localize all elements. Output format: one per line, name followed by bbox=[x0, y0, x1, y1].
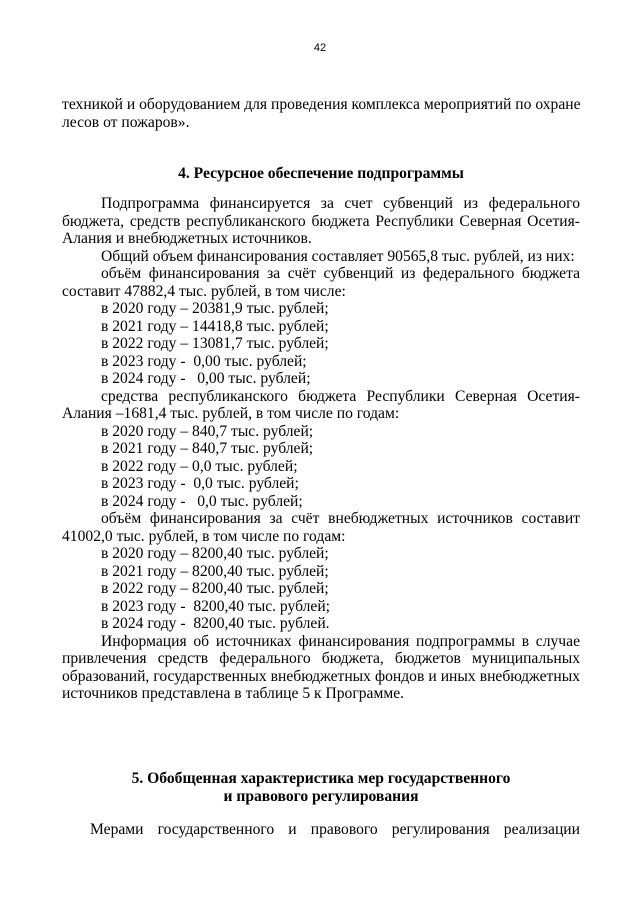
year-line: в 2024 году - 8200,40 тыс. рублей. bbox=[101, 615, 330, 632]
year-line: в 2023 году - 0,0 тыс. рублей; bbox=[101, 475, 299, 492]
text-line: техникой и оборудованием для проведения комплекса мероприятий по охране bbox=[62, 96, 581, 113]
text-line: Подпрограмма финансируется за счет субвенций из федерального bbox=[101, 195, 580, 212]
text-line: бюджета, средств республиканского бюджета Республики Северная Осетия- bbox=[62, 212, 580, 230]
year-line: в 2020 году – 840,7 тыс. рублей; bbox=[101, 422, 314, 440]
text-line: Алания –1681,4 тыс. рублей, в том числе по годам: bbox=[62, 405, 400, 422]
continuation-paragraph bbox=[62, 96, 580, 131]
text-line: образований, государственных внебюджетных фондов и иных внебюджетных bbox=[62, 667, 580, 685]
text-line: Информация об источниках финансирования подпрограммы в случае bbox=[101, 632, 580, 650]
text-line: лесов от пожаров». bbox=[62, 113, 190, 131]
text-line: составит 47882,4 тыс. рублей, в том числе: bbox=[62, 282, 346, 300]
text-line: источников представлена в таблице 5 к Программе. bbox=[62, 685, 405, 702]
section-5-heading bbox=[62, 770, 580, 805]
section-5-heading-line: и правового регулирования bbox=[223, 787, 419, 805]
year-line: в 2022 году – 0,0 тыс. рублей; bbox=[101, 457, 298, 475]
text-line: объём финансирования за счёт внебюджетных источников составит bbox=[101, 510, 580, 527]
year-line: в 2023 году - 8200,40 тыс. рублей; bbox=[101, 597, 331, 615]
section-4-body bbox=[62, 195, 580, 703]
year-line: в 2022 году – 13081,7 тыс. рублей; bbox=[101, 335, 329, 352]
year-line: в 2022 году – 8200,40 тыс. рублей; bbox=[101, 580, 329, 597]
text-line: Мерами государственного и правового регулирования реализации bbox=[90, 821, 580, 838]
year-line: в 2024 году - 0,0 тыс. рублей; bbox=[101, 492, 303, 510]
year-line: в 2020 году – 20381,9 тыс. рублей; bbox=[101, 300, 329, 317]
section-4-heading: 4. Ресурсное обеспечение подпрограммы bbox=[178, 165, 464, 182]
section-5-body bbox=[62, 821, 580, 839]
year-line: в 2024 году - 0,00 тыс. рублей; bbox=[101, 370, 311, 387]
year-line: в 2020 году – 8200,40 тыс. рублей; bbox=[101, 545, 329, 562]
text-line: привлечения средств федерального бюджета, бюджетов муниципальных bbox=[62, 650, 580, 667]
text-line: объём финансирования за счёт субвенций из федерального бюджета bbox=[101, 265, 580, 282]
text-line: Общий объем финансирования составляет 90565,8 тыс. рублей, из них: bbox=[101, 247, 575, 265]
year-line: в 2021 году – 14418,8 тыс. рублей; bbox=[101, 317, 329, 335]
text-line: средства республиканского бюджета Республики Северная Осетия- bbox=[101, 387, 580, 405]
year-line: в 2023 году - 0,00 тыс. рублей; bbox=[101, 352, 307, 370]
text-line: Алания и внебюджетных источников. bbox=[62, 230, 312, 247]
section-5-heading-line: 5. Обобщенная характеристика мер государственного bbox=[131, 770, 511, 787]
text-line: 41002,0 тыс. рублей, в том числе по годам: bbox=[62, 527, 346, 545]
page-number: 42 bbox=[313, 42, 327, 54]
year-line: в 2021 году – 8200,40 тыс. рублей; bbox=[101, 562, 329, 580]
year-line: в 2021 году – 840,7 тыс. рублей; bbox=[101, 440, 314, 457]
